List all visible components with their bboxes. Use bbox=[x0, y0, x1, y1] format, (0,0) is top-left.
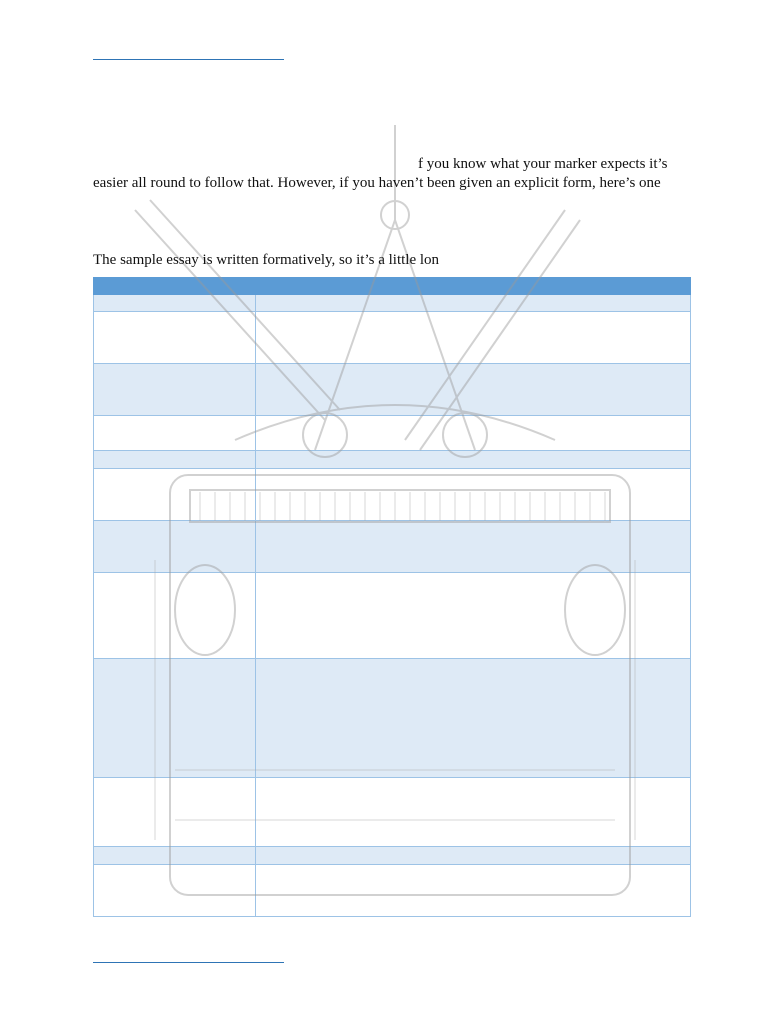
table-cell-label bbox=[94, 312, 256, 364]
table-row bbox=[94, 295, 691, 312]
table-row bbox=[94, 469, 691, 521]
paragraph-2: The sample essay is written formatively, so it’s a little lon bbox=[93, 252, 440, 268]
table-row bbox=[94, 865, 691, 917]
table-row bbox=[94, 451, 691, 469]
table-row bbox=[94, 847, 691, 865]
table-cell-label bbox=[94, 364, 256, 416]
table-cell-content bbox=[256, 416, 691, 451]
paragraph-1-line-2: easier all round to follow that. However, if you haven’t been given an explicit form, here’s one bbox=[93, 175, 661, 191]
table-row bbox=[94, 312, 691, 364]
header-rule bbox=[93, 59, 284, 60]
footer-rule bbox=[93, 962, 284, 963]
essay-structure-table bbox=[93, 277, 691, 917]
table-row bbox=[94, 521, 691, 573]
table-cell-content bbox=[256, 469, 691, 521]
table-cell-label bbox=[94, 469, 256, 521]
table-cell-label bbox=[94, 847, 256, 865]
table-row bbox=[94, 659, 691, 778]
table-cell-label bbox=[94, 659, 256, 778]
table-cell-content bbox=[256, 451, 691, 469]
table-cell-content bbox=[256, 659, 691, 778]
table-cell-label bbox=[94, 521, 256, 573]
table-cell-label bbox=[94, 573, 256, 659]
table-header-row bbox=[94, 278, 691, 295]
table-cell-content bbox=[256, 312, 691, 364]
table-cell-label bbox=[94, 865, 256, 917]
table-header-cell bbox=[94, 278, 691, 295]
paragraph-1-line-1: f you know what your marker expects it’s bbox=[418, 156, 668, 172]
table-cell-label bbox=[94, 451, 256, 469]
table-row bbox=[94, 364, 691, 416]
table-cell-label bbox=[94, 295, 256, 312]
table-cell-content bbox=[256, 573, 691, 659]
table-cell-label bbox=[94, 778, 256, 847]
table-cell-content bbox=[256, 847, 691, 865]
table-cell-content bbox=[256, 865, 691, 917]
table-row bbox=[94, 416, 691, 451]
table-cell-content bbox=[256, 521, 691, 573]
table-cell-content bbox=[256, 295, 691, 312]
table-cell-label bbox=[94, 416, 256, 451]
table-cell-content bbox=[256, 364, 691, 416]
table-row bbox=[94, 573, 691, 659]
table-row bbox=[94, 778, 691, 847]
table-cell-content bbox=[256, 778, 691, 847]
